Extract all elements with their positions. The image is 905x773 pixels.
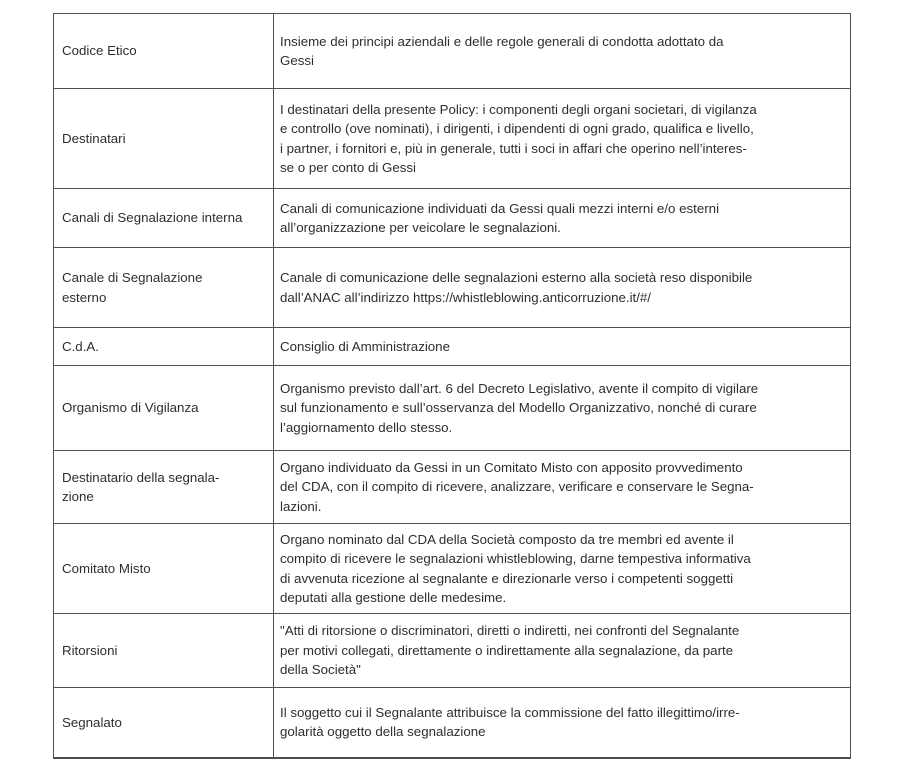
definition-cell-content xyxy=(274,377,850,439)
term-line: zione xyxy=(62,489,94,504)
definition-line: compito di ricevere le segnalazioni whistleblowing, darne tempestiva informativa xyxy=(280,551,751,567)
term-cell-content xyxy=(54,39,273,62)
definition-cell xyxy=(274,248,851,328)
term-line: esterno xyxy=(62,289,107,305)
definition-cell-content xyxy=(274,528,850,610)
definition-cell-content xyxy=(274,619,850,681)
definitions-table-container xyxy=(53,13,851,759)
definition-line: Il soggetto cui il Segnalante attribuisce la commissione del fatto illegittimo/irre- xyxy=(280,704,740,720)
definition-line: Canali di comunicazione individuati da Gessi quali mezzi interni e/o esterni xyxy=(280,200,720,216)
definition-line: Organismo previsto dall’art. 6 del Decreto Legislativo, avente il compito di vigilare xyxy=(280,380,759,396)
term-cell-content xyxy=(54,335,273,358)
definition-line: Gessi xyxy=(280,53,314,68)
term-line: Destinatari xyxy=(62,130,126,146)
definition-cell xyxy=(274,189,851,248)
definition-line: I destinatari della presente Policy: i componenti degli organi societari, di vigilanza xyxy=(280,101,757,117)
table-row xyxy=(54,248,851,328)
term-line: Destinatario della segnala- xyxy=(62,469,220,485)
table-row xyxy=(54,524,851,614)
term-cell xyxy=(54,688,274,758)
table-row xyxy=(54,89,851,189)
definitions-table-body xyxy=(54,14,851,758)
definition-line: all’organizzazione per veicolare le segnalazioni. xyxy=(280,220,561,235)
definition-cell-content xyxy=(274,701,850,744)
term-cell xyxy=(54,614,274,688)
table-row xyxy=(54,366,851,451)
definition-cell-content xyxy=(274,456,850,518)
term-cell xyxy=(54,451,274,524)
table-row xyxy=(54,328,851,366)
definition-cell-content xyxy=(274,98,850,180)
definition-cell xyxy=(274,614,851,688)
definition-line: golarità oggetto della segnalazione xyxy=(280,724,486,740)
term-cell-content xyxy=(54,266,273,309)
term-cell xyxy=(54,14,274,89)
term-cell-content xyxy=(54,466,273,509)
definition-cell xyxy=(274,328,851,366)
term-cell-content xyxy=(54,639,273,662)
term-cell-content xyxy=(54,206,273,229)
definition-cell xyxy=(274,524,851,614)
definition-cell xyxy=(274,688,851,758)
definition-cell-content xyxy=(274,335,850,358)
definition-cell-content xyxy=(274,266,850,309)
definition-line: di avvenuta ricezione al segnalante e direzionarle verso i competenti soggetti xyxy=(280,570,734,586)
term-cell-content xyxy=(54,396,273,419)
term-cell xyxy=(54,524,274,614)
definition-line: del CDA, con il compito di ricevere, analizzare, verificare e conservare le Segna- xyxy=(280,479,754,495)
table-row xyxy=(54,451,851,524)
term-cell xyxy=(54,248,274,328)
definition-line: i partner, i fornitori e, più in generale, tutti i soci in affari che operino nell’interes- xyxy=(280,140,747,156)
definition-line: "Atti di ritorsione o discriminatori, diretti o indiretti, nei confronti del Segnalante xyxy=(280,623,740,639)
term-line: Ritorsioni xyxy=(62,642,118,658)
definition-line: Consiglio di Amministrazione xyxy=(280,338,450,354)
definition-line: Organo individuato da Gessi in un Comitato Misto con apposito provvedimento xyxy=(280,459,743,475)
term-line: Canale di Segnalazione xyxy=(62,270,203,286)
definition-cell xyxy=(274,89,851,189)
definition-line: l’aggiornamento dello stesso. xyxy=(280,419,453,435)
term-line: Segnalato xyxy=(62,714,122,730)
definitions-table xyxy=(53,13,851,759)
term-cell-content xyxy=(54,711,273,734)
definition-line: lazioni. xyxy=(280,498,322,514)
term-line: Canali di Segnalazione interna xyxy=(62,210,243,226)
term-cell-content xyxy=(54,557,273,580)
definition-cell xyxy=(274,366,851,451)
term-cell-content xyxy=(54,127,273,150)
definition-line: Organo nominato dal CDA della Società composto da tre membri ed avente il xyxy=(280,531,734,547)
definition-line: e controllo (ove nominati), i dirigenti, i dipendenti di ogni grado, qualifica e livello, xyxy=(280,121,754,137)
table-row xyxy=(54,688,851,758)
term-cell xyxy=(54,89,274,189)
definition-line: dall’ANAC all’indirizzo https://whistleblowing.anticorruzione.it/#/ xyxy=(280,289,652,305)
definition-line: sul funzionamento e sull’osservanza del Modello Organizzativo, nonché di curare xyxy=(280,400,757,416)
term-cell xyxy=(54,328,274,366)
table-row xyxy=(54,189,851,248)
definition-cell xyxy=(274,451,851,524)
definition-line: Canale di comunicazione delle segnalazioni esterno alla società reso disponibile xyxy=(280,270,753,286)
definition-line: per motivi collegati, direttamente o indirettamente alla segnalazione, da parte xyxy=(280,642,734,658)
definition-line: deputati alla gestione delle medesime. xyxy=(280,589,507,605)
definition-cell-content xyxy=(274,197,850,240)
term-line: Comitato Misto xyxy=(62,560,151,576)
definition-line: se o per conto di Gessi xyxy=(280,159,416,175)
term-line: C.d.A. xyxy=(62,338,99,354)
table-row xyxy=(54,614,851,688)
definition-cell-content xyxy=(274,30,850,73)
definition-line: della Società" xyxy=(280,662,361,678)
term-line: Organismo di Vigilanza xyxy=(62,400,199,416)
term-cell xyxy=(54,366,274,451)
table-row xyxy=(54,14,851,89)
definition-line: Insieme dei principi aziendali e delle regole generali di condotta adottato da xyxy=(280,33,724,49)
definition-cell xyxy=(274,14,851,89)
term-cell xyxy=(54,189,274,248)
term-line: Codice Etico xyxy=(62,43,137,59)
